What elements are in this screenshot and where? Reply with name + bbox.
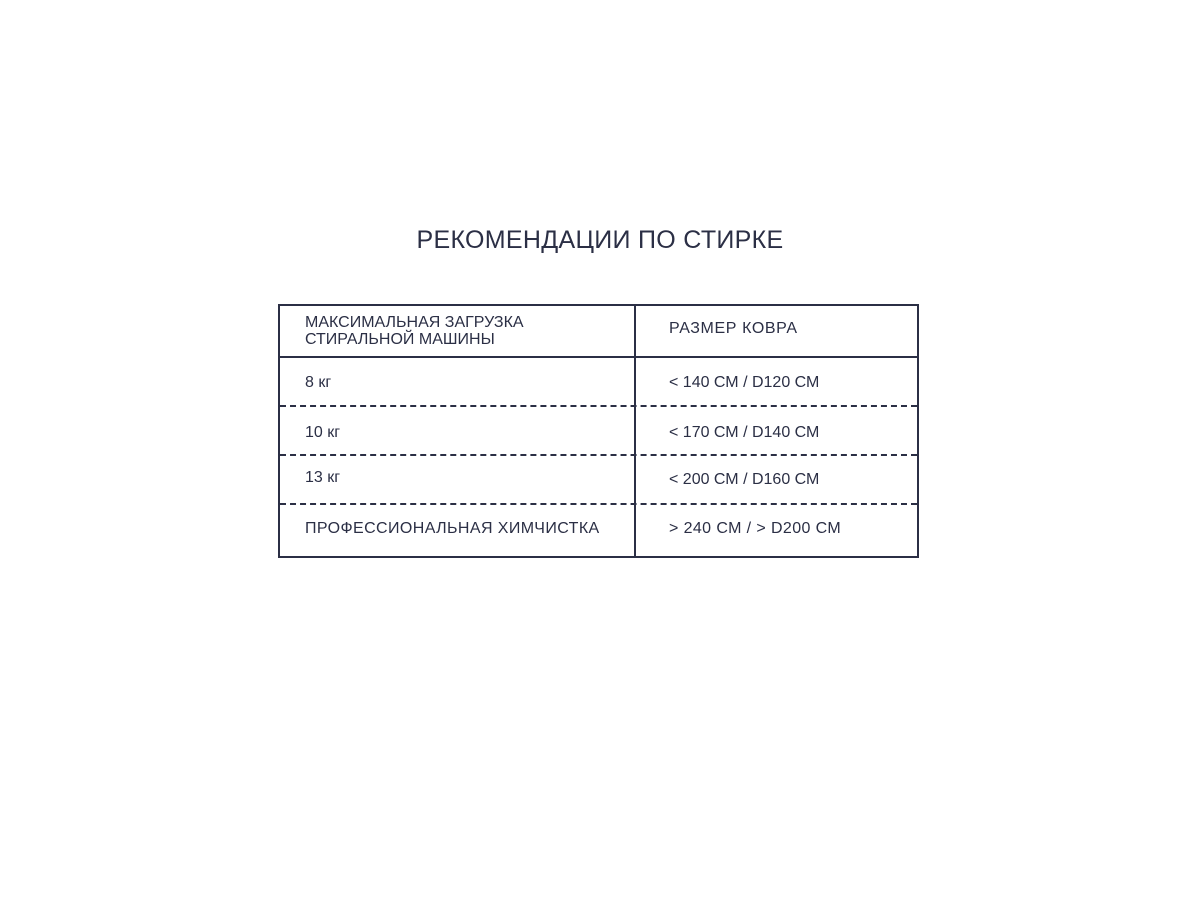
- page-title: РЕКОМЕНДАЦИИ ПО СТИРКЕ: [416, 226, 784, 254]
- table-row: [280, 505, 917, 556]
- load-cell: ПРОФЕССИОНАЛЬНАЯ ХИМЧИСТКА: [305, 520, 600, 537]
- table-header-row: [280, 306, 917, 358]
- washing-recommendations-table: [278, 304, 919, 558]
- table-row: [280, 358, 917, 407]
- load-cell: 13 кг: [305, 469, 341, 486]
- size-cell: < 140 СМ / D120 СМ: [669, 374, 820, 391]
- table-row: [280, 407, 917, 456]
- header-max-load: МАКСИМАЛЬНАЯ ЗАГРУЗКА СТИРАЛЬНОЙ МАШИНЫ: [305, 314, 524, 348]
- size-cell: < 200 СМ / D160 СМ: [669, 471, 820, 488]
- load-cell: 10 кг: [305, 424, 341, 441]
- load-cell: 8 кг: [305, 374, 332, 391]
- size-cell: > 240 СМ / > D200 СМ: [669, 520, 842, 537]
- header-rug-size: РАЗМЕР КОВРА: [669, 320, 798, 337]
- table-row: [280, 456, 917, 505]
- size-cell: < 170 СМ / D140 СМ: [669, 424, 820, 441]
